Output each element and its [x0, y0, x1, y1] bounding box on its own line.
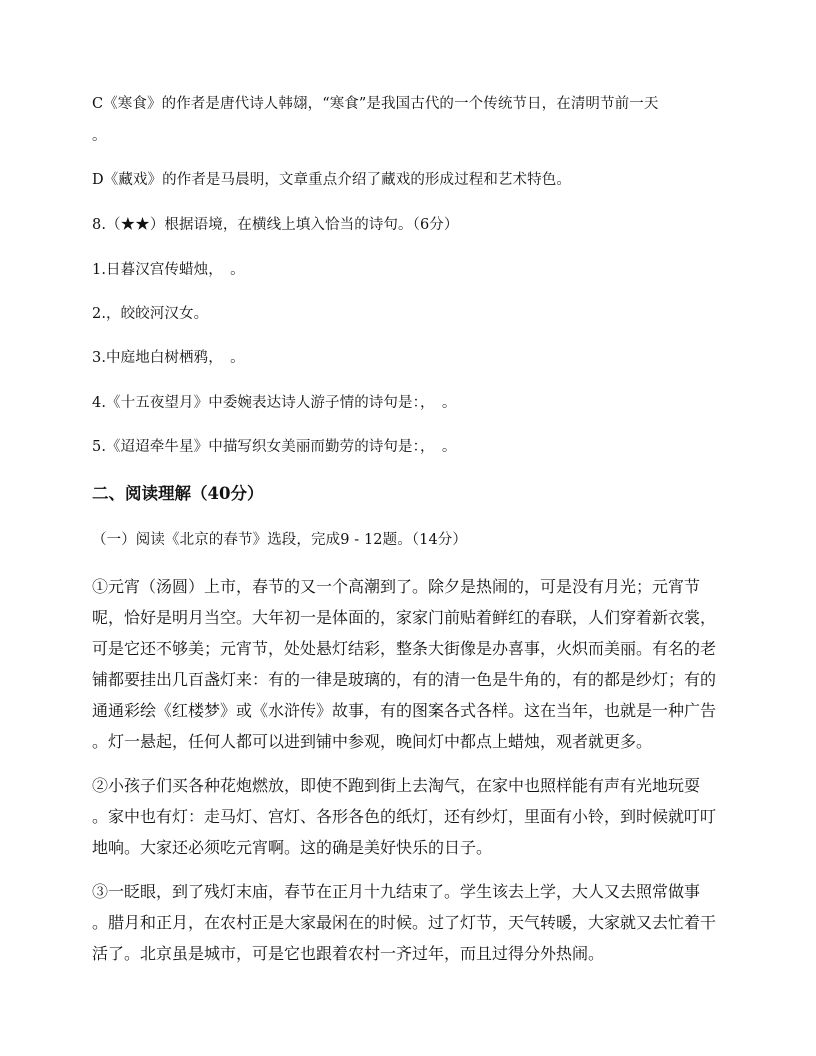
question-8-prompt: 8.（★★）根据语境，在横线上填入恰当的诗句。（6分）	[92, 217, 459, 233]
passage-line: 通通彩绘《红楼梦》或《水浒传》故事，有的图案各式各样。这在当年，也就是一种广告	[92, 701, 717, 720]
question-8-item-5: 5.《迢迢牵牛星》中描写织女美丽而勤劳的诗句是：， 。	[92, 439, 457, 455]
question-8-item-1: 1.日暮汉宫传蜡烛， 。	[92, 262, 245, 278]
passage-line: ③一眨眼，到了残灯末庙，春节在正月十九结束了。学生该去上学，大人又去照常做事	[92, 882, 701, 901]
passage-line: 可是它还不够美；元宵节，处处悬灯结彩，整条大街像是办喜事，火炽而美丽。有名的老	[92, 639, 717, 658]
passage-paragraph-3	[92, 876, 732, 969]
passage-paragraph-2	[92, 770, 732, 863]
subsection-heading-1: （一）阅读《北京的春节》选段，完成9 - 12题。（14分）	[92, 532, 467, 548]
passage-line: 地响。大家还必须吃元宵啊。这的确是美好快乐的日子。	[92, 838, 493, 857]
question-7-option-c: C《寒食》的作者是唐代诗人韩翃，“寒食”是我国古代的一个传统节日，在清明节前一天	[92, 96, 659, 112]
passage-line: 。灯一悬起，任何人都可以进到铺中参观，晚间灯中都点上蜡烛，观者就更多。	[92, 732, 653, 751]
question-8-item-2: 2.，皎皎河汉女。	[92, 306, 209, 322]
passage-line: ①元宵（汤圆）上市，春节的又一个高潮到了。除夕是热闹的，可是没有月光；元宵节	[92, 577, 701, 596]
passage-line: 铺都要挂出几百盏灯来：有的一律是玻璃的，有的清一色是牛角的，有的都是纱灯；有的	[92, 670, 717, 689]
question-8-item-3: 3.中庭地白树栖鸦， 。	[92, 350, 245, 366]
question-7-option-c-continuation: 。	[92, 128, 107, 144]
question-8-item-4: 4.《十五夜望月》中委婉表达诗人游子情的诗句是：， 。	[92, 395, 457, 411]
passage-line: ②小孩子们买各种花炮燃放，即使不跑到街上去淘气，在家中也照样能有声有光地玩耍	[92, 776, 701, 795]
passage-paragraph-1	[92, 571, 732, 757]
passage-line: 。腊月和正月，在农村正是大家最闲在的时候。过了灯节，天气转暖，大家就又去忙着干	[92, 913, 717, 932]
passage-line: 。家中也有灯：走马灯、宫灯、各形各色的纸灯，还有纱灯，里面有小铃，到时候就叮叮	[92, 807, 717, 826]
passage-line: 活了。北京虽是城市，可是它也跟着农村一齐过年，而且过得分外热闹。	[92, 944, 605, 963]
section-heading-reading: 二、阅读理解（40分）	[92, 484, 264, 503]
passage-line: 呢，恰好是明月当空。大年初一是体面的，家家门前贴着鲜红的春联，人们穿着新衣裳，	[92, 608, 717, 627]
question-7-option-d: D《藏戏》的作者是马晨明，文章重点介绍了藏戏的形成过程和艺术特色。	[92, 172, 571, 188]
